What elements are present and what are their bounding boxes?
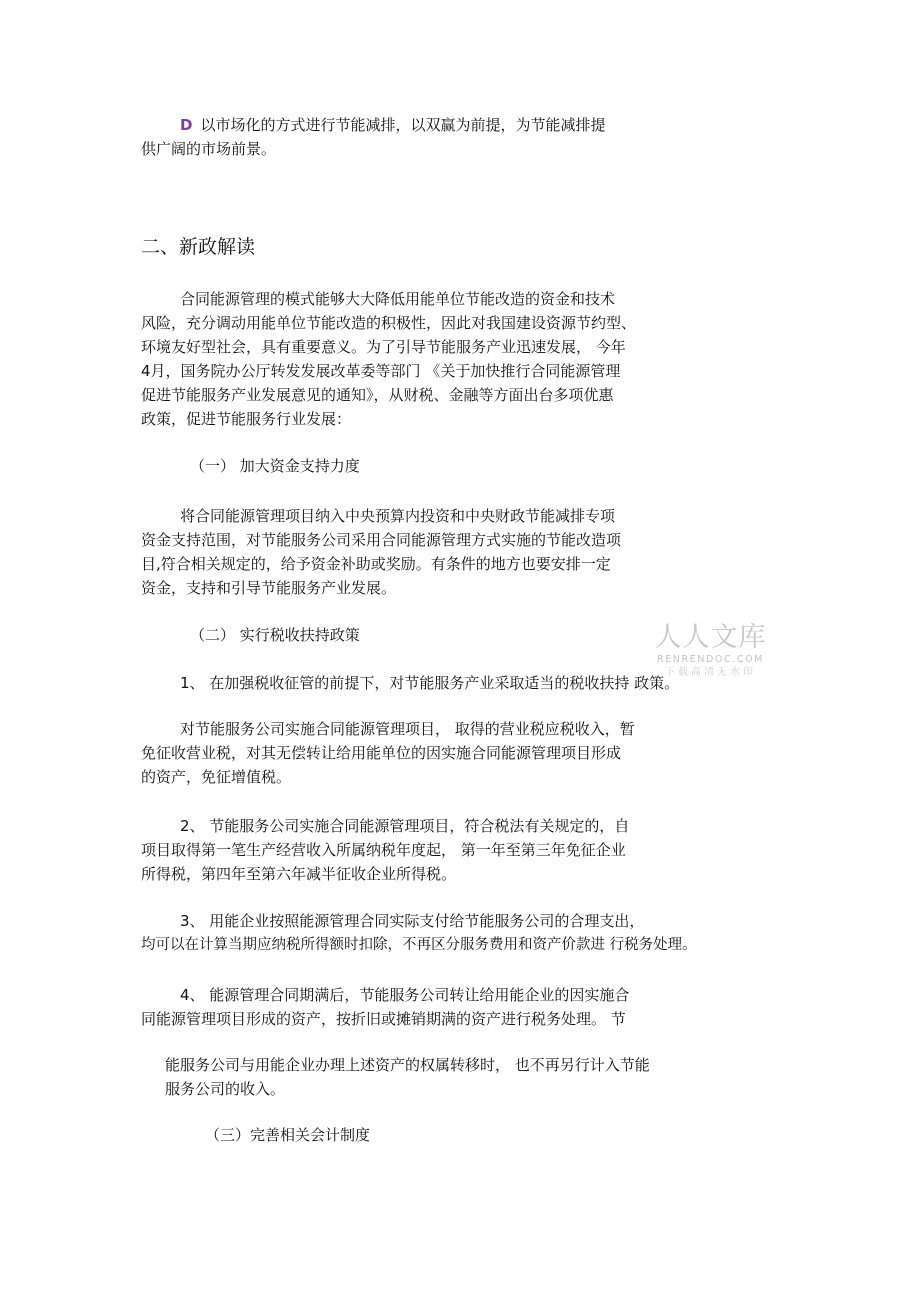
paragraph-line: 合同能源管理的模式能够大大降低用能单位节能改造的资金和技术: [180, 290, 616, 308]
paragraph-line: 的资产，免征增值税。: [141, 768, 292, 786]
list-marker: D: [180, 116, 193, 134]
paragraph-line: 服务公司的收入。: [165, 1080, 286, 1098]
paragraph-line: 所得税，第四年至第六年减半征收企业所得税。: [141, 865, 457, 883]
subsection-heading: （一） 加大资金支持力度: [190, 457, 360, 475]
paragraph-text: 以市场化的方式进行节能减排，以双赢为前提，为节能减排提: [200, 116, 606, 134]
paragraph-line: 供广阔的市场前景。: [141, 140, 277, 158]
paragraph-line: 4月，国务院办公厅转发发展改革委等部门 《关于加快推行合同能源管理: [141, 362, 621, 380]
paragraph-line: 同能源管理项目形成的资产，按折旧或摊销期满的资产进行税务处理。 节: [141, 1010, 626, 1028]
paragraph-line: 风险，充分调动用能单位节能改造的积极性，因此对我国建设资源节约型、: [141, 314, 637, 332]
paragraph-line: 将合同能源管理项目纳入中央预算内投资和中央财政节能减排专项: [180, 507, 616, 525]
watermark-logo: [648, 622, 773, 679]
paragraph-line: 能服务公司与用能企业办理上述资产的权属转移时， 也不再另行计入节能: [165, 1056, 650, 1074]
subsection-heading: （二） 实行税收扶持政策: [190, 626, 360, 644]
paragraph-line: 资金支持范围，对节能服务公司采用合同能源管理方式实施的节能改造项: [141, 531, 622, 549]
paragraph-line: 环境友好型社会，具有重要意义。为了引导节能服务产业迅速发展， 今年: [141, 338, 626, 356]
paragraph-line: 均可以在计算当期应纳税所得额时扣除，不再区分服务费用和资产价款进 行税务处理。: [141, 937, 697, 953]
paragraph-line: 2、 节能服务公司实施合同能源管理项目，符合税法有关规定的，自: [180, 817, 630, 835]
paragraph-line: 目,符合相关规定的，给予资金补助或奖励。有条件的地方也要安排一定: [141, 555, 611, 573]
paragraph-line: 政策，促进节能服务行业发展：: [141, 410, 352, 428]
watermark-domain: RENRENDOC.COM: [657, 654, 764, 665]
section-heading: 二、新政解读: [141, 236, 256, 258]
paragraph-line: [180, 114, 605, 136]
paragraph-line: 项目取得第一笔生产经营收入所属纳税年度起， 第一年至第三年免征企业: [141, 841, 626, 859]
paragraph-line: 3、 用能企业按照能源管理合同实际支付给节能服务公司的合理支出，: [180, 912, 645, 930]
paragraph-line: 1、 在加强税收征管的前提下，对节能服务产业采取适当的税收扶持 政策。: [180, 674, 680, 692]
paragraph-line: 4、 能源管理合同期满后，节能服务公司转让给用能企业的因实施合: [180, 986, 630, 1004]
paragraph-line: 促进节能服务产业发展意见的通知》，从财税、金融等方面出台多项优惠: [141, 386, 614, 404]
paragraph-line: 免征收营业税，对其无偿转让给用能单位的因实施合同能源管理项目形成: [141, 744, 622, 762]
paragraph-line: 对节能服务公司实施合同能源管理项目， 取得的营业税应税收入，暂: [180, 720, 635, 738]
watermark-subtitle: 下载高清无水印: [665, 667, 756, 678]
watermark-title: 人人文库: [654, 622, 767, 653]
subsection-heading: （三）完善相关会计制度: [205, 1126, 371, 1144]
paragraph-line: 资金，支持和引导节能服务产业发展。: [141, 579, 397, 597]
